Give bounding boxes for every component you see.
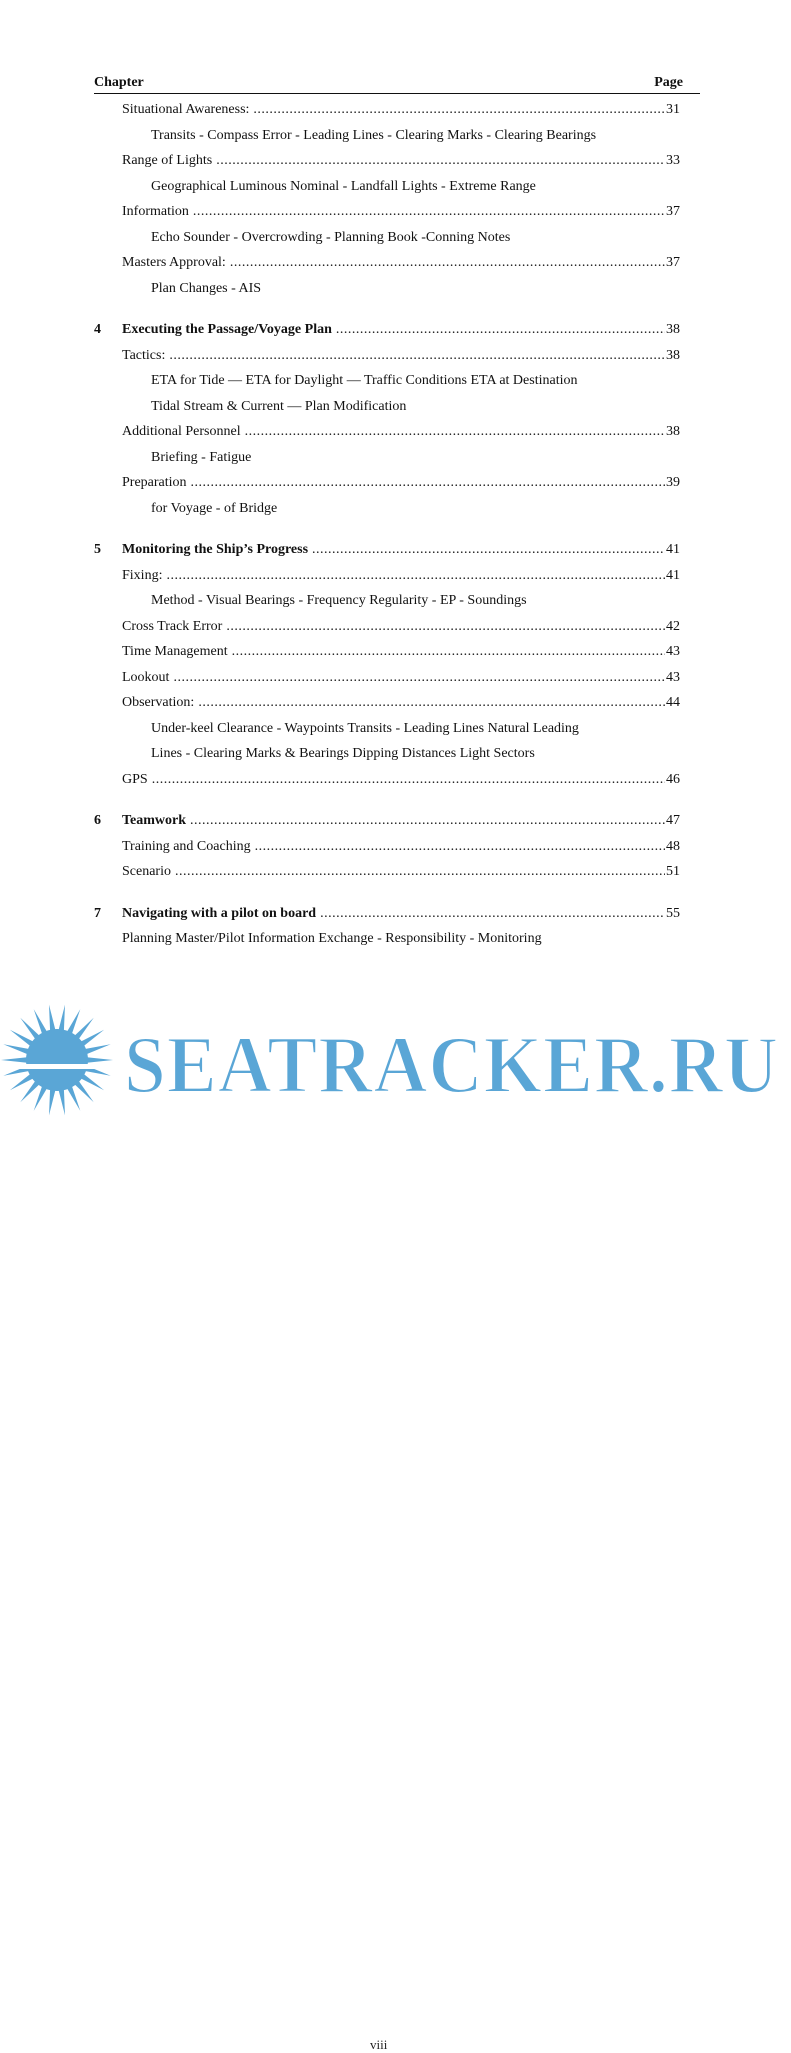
entry-page-number: 38 — [666, 347, 680, 363]
toc-subtopics: Geographical Luminous Nominal - Landfall Lights - Extreme Range — [151, 178, 536, 194]
dot-leader — [312, 540, 665, 560]
entry-page-number: 38 — [666, 424, 680, 439]
entry-page-number: 43 — [666, 644, 680, 659]
entry-page-number: 31 — [666, 102, 680, 117]
page-folio: viii — [370, 2037, 388, 2052]
entry-page-number: 41 — [666, 567, 680, 583]
entry-title: Teamwork — [122, 813, 187, 828]
toc-subtopics: Transits - Compass Error - Leading Lines - Clearing Marks - Clearing Bearings — [151, 127, 597, 143]
watermark-text: SEATRACKER.RU — [124, 1019, 779, 1110]
toc-subtopics: for Voyage - of Bridge — [151, 500, 278, 516]
entry-title: Observation: — [122, 695, 195, 710]
toc-entry[interactable] — [122, 346, 680, 366]
dot-leader — [175, 862, 665, 882]
entry-title: GPS — [122, 771, 148, 787]
toc-entry[interactable] — [122, 642, 680, 662]
dot-leader — [216, 151, 665, 171]
entry-page-number: 37 — [666, 255, 680, 270]
chapter-column-label: Chapter — [94, 75, 144, 90]
dot-leader — [255, 837, 665, 857]
toc-entry[interactable] — [122, 473, 680, 493]
dot-leader — [191, 473, 665, 493]
entry-page-number: 44 — [666, 695, 680, 710]
entry-page-number: 46 — [666, 771, 680, 787]
entry-title: Executing the Passage/Voyage Plan — [122, 322, 332, 337]
toc-chapter-entry[interactable] — [94, 811, 680, 831]
entry-title: Time Management — [122, 644, 228, 659]
toc-entry[interactable] — [122, 770, 680, 790]
toc-chapter-entry[interactable] — [94, 320, 680, 340]
entry-page-number: 38 — [666, 322, 680, 337]
entry-page-number: 42 — [666, 618, 680, 634]
dot-leader — [198, 693, 665, 713]
toc-entry[interactable] — [122, 668, 680, 688]
toc-chapter-entry[interactable] — [94, 904, 680, 924]
entry-page-number: 33 — [666, 153, 680, 168]
dot-leader — [232, 642, 665, 662]
toc-subtopics: Briefing - Fatigue — [151, 449, 252, 465]
toc-subtopics: Plan Changes - AIS — [151, 280, 262, 296]
dot-leader — [166, 566, 665, 586]
dot-leader — [320, 904, 665, 924]
entry-title: Scenario — [122, 864, 171, 879]
entry-title: Tactics: — [122, 347, 166, 363]
chapter-number: 5 — [94, 542, 101, 557]
toc-entry[interactable] — [122, 693, 680, 713]
dot-leader — [230, 253, 665, 273]
toc-subtopics: Planning Master/Pilot Information Exchange - Responsibility - Monitoring — [122, 931, 542, 946]
entry-page-number: 55 — [666, 905, 680, 921]
toc-entry[interactable] — [122, 862, 680, 882]
dot-leader — [173, 668, 665, 688]
toc-entry[interactable] — [122, 253, 680, 273]
entry-title: Training and Coaching — [122, 838, 251, 854]
chapter-number: 7 — [94, 905, 101, 921]
table-of-contents — [0, 0, 791, 1000]
toc-subtopics: Echo Sounder - Overcrowding - Planning Book -Conning Notes — [151, 229, 511, 245]
entry-page-number: 51 — [666, 864, 680, 879]
entry-page-number: 41 — [666, 542, 680, 557]
dot-leader — [190, 811, 665, 831]
entry-page-number: 47 — [666, 813, 680, 828]
toc-chapter-entry[interactable] — [94, 540, 680, 560]
entry-title: Additional Personnel — [122, 424, 241, 439]
dot-leader — [169, 346, 665, 366]
entry-page-number: 39 — [666, 475, 680, 490]
toc-entry[interactable] — [122, 202, 680, 222]
entry-title: Range of Lights — [122, 153, 213, 168]
toc-entry[interactable] — [122, 837, 680, 857]
entry-title: Situational Awareness: — [122, 102, 250, 117]
toc-entry[interactable] — [122, 100, 680, 120]
entry-page-number: 48 — [666, 838, 680, 854]
dot-leader — [245, 422, 665, 442]
toc-subtopics: Tidal Stream & Current — Plan Modification — [151, 398, 407, 414]
toc-entry[interactable] — [122, 422, 680, 442]
toc-entry[interactable] — [122, 566, 680, 586]
toc-subtopics: Under-keel Clearance - Waypoints Transits - Leading Lines Natural Leading — [151, 720, 579, 736]
dot-leader — [253, 100, 665, 120]
dot-leader — [336, 320, 665, 340]
entry-title: Fixing: — [122, 567, 163, 583]
toc-entry[interactable] — [122, 151, 680, 171]
chapter-number: 4 — [94, 322, 101, 337]
entry-title: Information — [122, 204, 189, 219]
entry-title: Masters Approval: — [122, 255, 226, 270]
page-column-label: Page — [654, 75, 683, 90]
toc-subtopics: Method - Visual Bearings - Frequency Regularity - EP - Soundings — [151, 593, 527, 608]
chapter-number: 6 — [94, 813, 101, 828]
seatracker-watermark — [0, 1000, 791, 2052]
entry-title: Navigating with a pilot on board — [122, 905, 317, 921]
dot-leader — [226, 617, 665, 637]
entry-title: Lookout — [122, 669, 170, 685]
entry-page-number: 43 — [666, 669, 680, 685]
entry-title: Preparation — [122, 475, 187, 490]
toc-subtopics: Lines - Clearing Marks & Bearings Dipping Distances Light Sectors — [151, 746, 535, 761]
entry-page-number: 37 — [666, 204, 680, 219]
toc-subtopics: ETA for Tide — ETA for Daylight — Traffic Conditions ETA at Destination — [151, 373, 578, 388]
entry-title: Monitoring the Ship’s Progress — [122, 542, 309, 557]
sun-logo-icon — [0, 1000, 791, 1120]
dot-leader — [193, 202, 665, 222]
toc-entry[interactable] — [122, 617, 680, 637]
entry-title: Cross Track Error — [122, 618, 223, 634]
dot-leader — [152, 770, 665, 790]
